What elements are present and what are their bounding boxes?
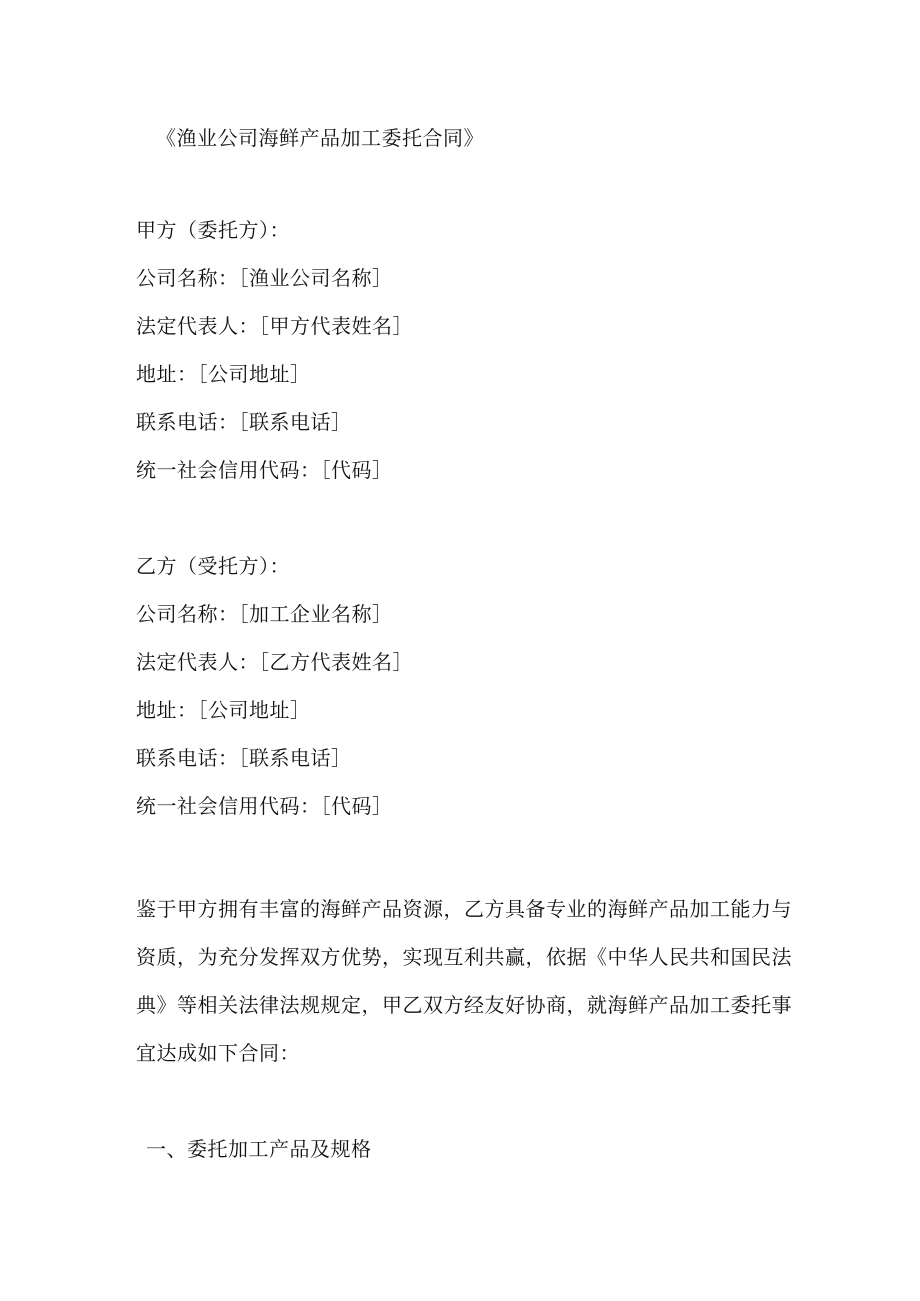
party-b-company: 公司名称：［加工企业名称］ — [136, 602, 393, 626]
section-1-heading: 一、委托加工产品及规格 — [146, 1137, 372, 1161]
preamble-line: 宜达成如下合同： — [136, 1041, 300, 1065]
party-b-representative: 法定代表人：［乙方代表姓名］ — [136, 650, 413, 674]
party-a-credit-code: 统一社会信用代码：［代码］ — [136, 458, 393, 482]
contract-title: 《渔业公司海鲜产品加工委托合同》 — [156, 126, 484, 150]
party-a-phone: 联系电话：［联系电话］ — [136, 410, 352, 434]
preamble-line: 鉴于甲方拥有丰富的海鲜产品资源，乙方具备专业的海鲜产品加工能力与 — [136, 897, 792, 921]
party-b-heading: 乙方（受托方）： — [136, 554, 290, 578]
preamble-paragraph — [136, 885, 792, 1077]
party-b-address: 地址：［公司地址］ — [136, 698, 311, 722]
preamble-line: 资质，为充分发挥双方优势，实现互利共赢，依据《中华人民共和国民法 — [136, 945, 792, 969]
preamble-line: 典》等相关法律法规规定，甲乙双方经友好协商，就海鲜产品加工委托事 — [136, 993, 792, 1017]
party-a-heading: 甲方（委托方）： — [136, 218, 290, 242]
party-a-address: 地址：［公司地址］ — [136, 362, 311, 386]
party-b-phone: 联系电话：［联系电话］ — [136, 746, 352, 770]
party-b-credit-code: 统一社会信用代码：［代码］ — [136, 794, 393, 818]
party-a-company: 公司名称：［渔业公司名称］ — [136, 266, 393, 290]
party-a-representative: 法定代表人：［甲方代表姓名］ — [136, 314, 413, 338]
